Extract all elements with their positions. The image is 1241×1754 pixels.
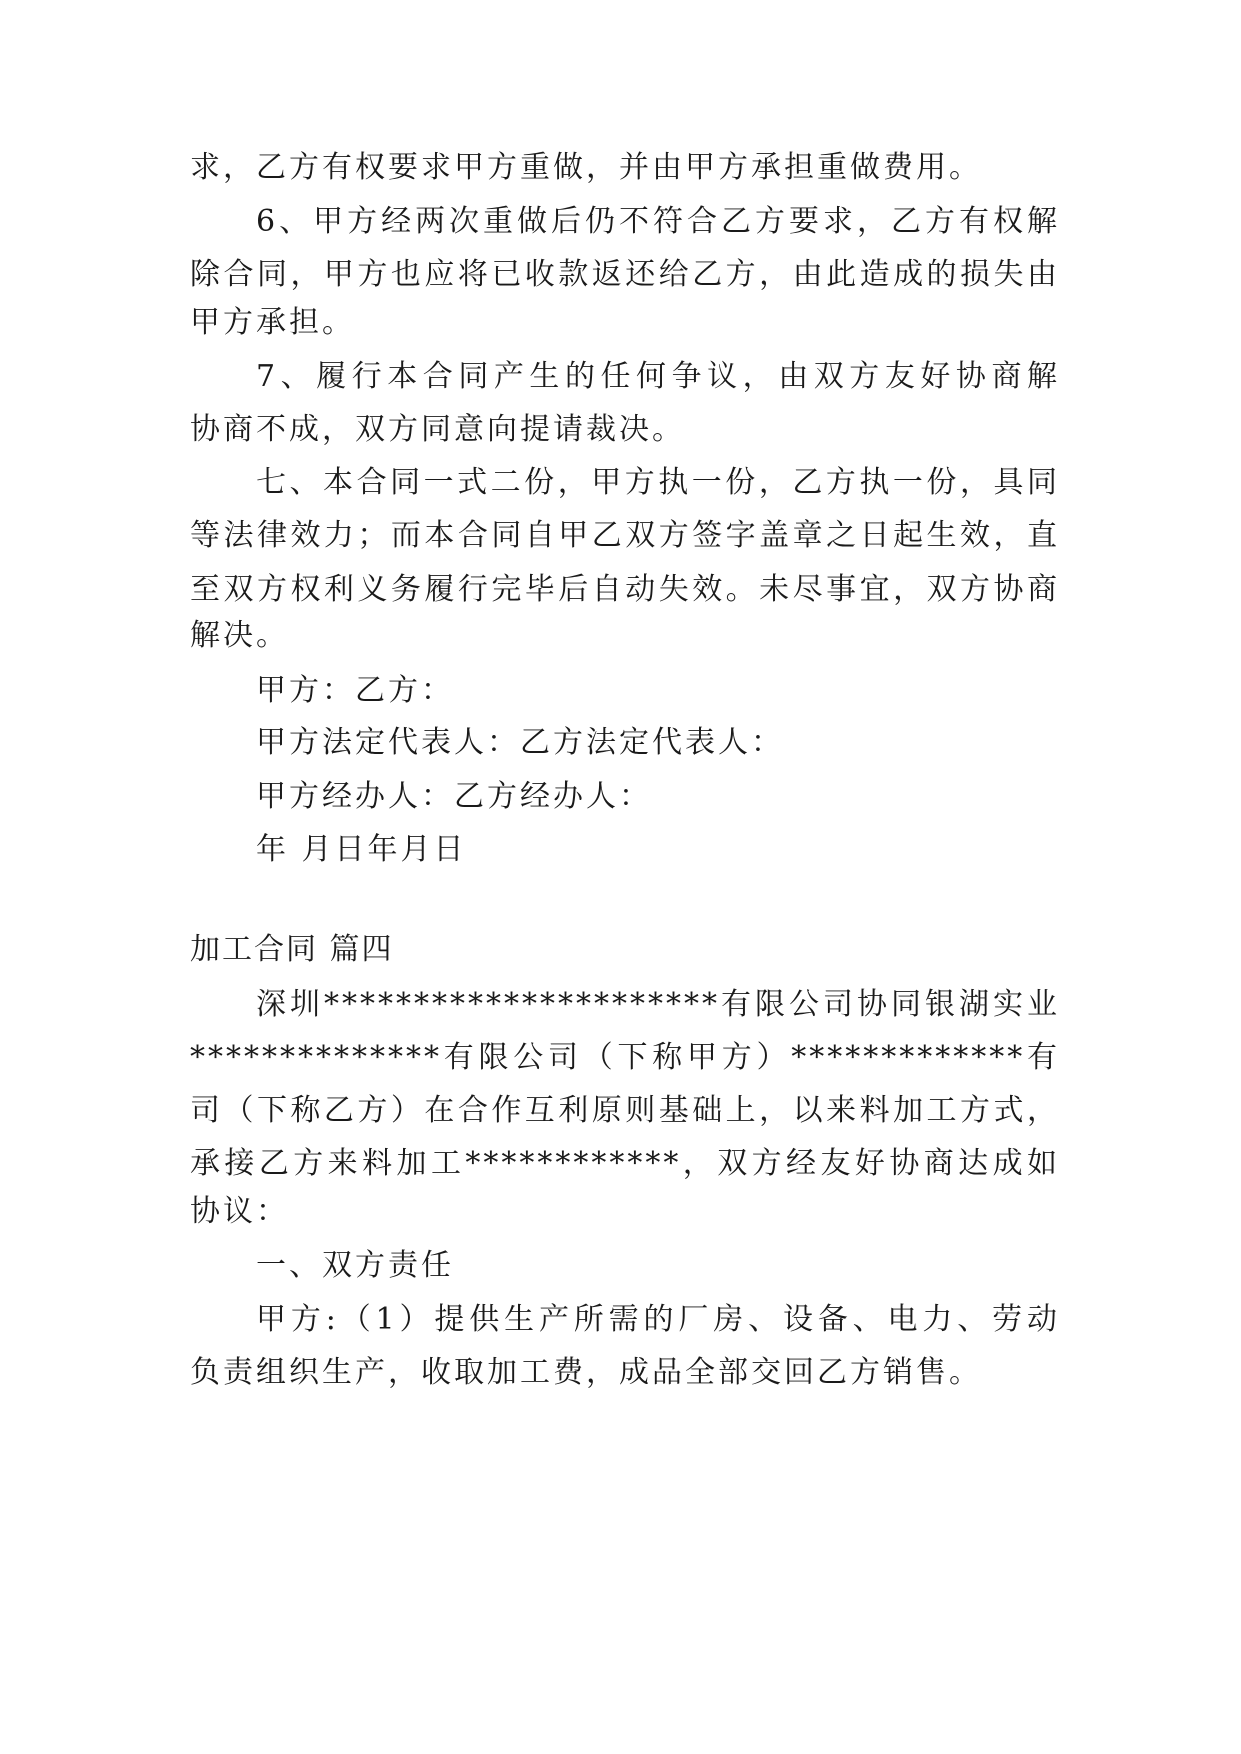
text-line: 等法律效力；而本合同自甲乙双方签字盖章之日起生效，直 xyxy=(190,518,1060,553)
text-line: 协商不成，双方同意向提请裁决。 xyxy=(190,412,685,447)
text-line: 负责组织生产，收取加工费，成品全部交回乙方销售。 xyxy=(190,1355,982,1390)
text-line: 7、履行本合同产生的任何争议，由双方友好协商解 xyxy=(256,359,1060,394)
text-line: 司（下称乙方）在合作互利原则基础上，以来料加工方式， xyxy=(190,1093,1060,1128)
text-line: 求，乙方有权要求甲方重做，并由甲方承担重做费用。 xyxy=(190,150,982,185)
clause-heading: 一、双方责任 xyxy=(256,1248,454,1283)
text-line: 至双方权利义务履行完毕后自动失效。未尽事宜，双方协商 xyxy=(190,572,1060,607)
text-line: 除合同，甲方也应将已收款返还给乙方，由此造成的损失由 xyxy=(190,257,1060,292)
text-line: 6、甲方经两次重做后仍不符合乙方要求，乙方有权解 xyxy=(256,204,1060,239)
text-line: 承接乙方来料加工************，双方经友好协商达成如 xyxy=(190,1146,1060,1181)
signature-line-party: 甲方：乙方： xyxy=(256,673,454,708)
text-line: 七、本合同一式二份，甲方执一份，乙方执一份，具同 xyxy=(256,465,1060,500)
text-line: 甲方承担。 xyxy=(190,305,355,340)
text-line: 深圳**********************有限公司协同银湖实业 xyxy=(256,987,1060,1022)
signature-line-handler: 甲方经办人：乙方经办人： xyxy=(256,779,652,814)
text-line: 甲方:（1）提供生产所需的厂房、设备、电力、劳动 xyxy=(256,1302,1060,1337)
text-line: **************有限公司（下称甲方）*************有 xyxy=(190,1040,1060,1075)
text-line: 协议： xyxy=(190,1194,289,1229)
signature-line-date: 年 月日年月日 xyxy=(256,832,467,867)
text-line: 解决。 xyxy=(190,618,289,653)
section-heading: 加工合同 篇四 xyxy=(190,932,394,967)
signature-line-representative: 甲方法定代表人：乙方法定代表人： xyxy=(256,725,784,760)
